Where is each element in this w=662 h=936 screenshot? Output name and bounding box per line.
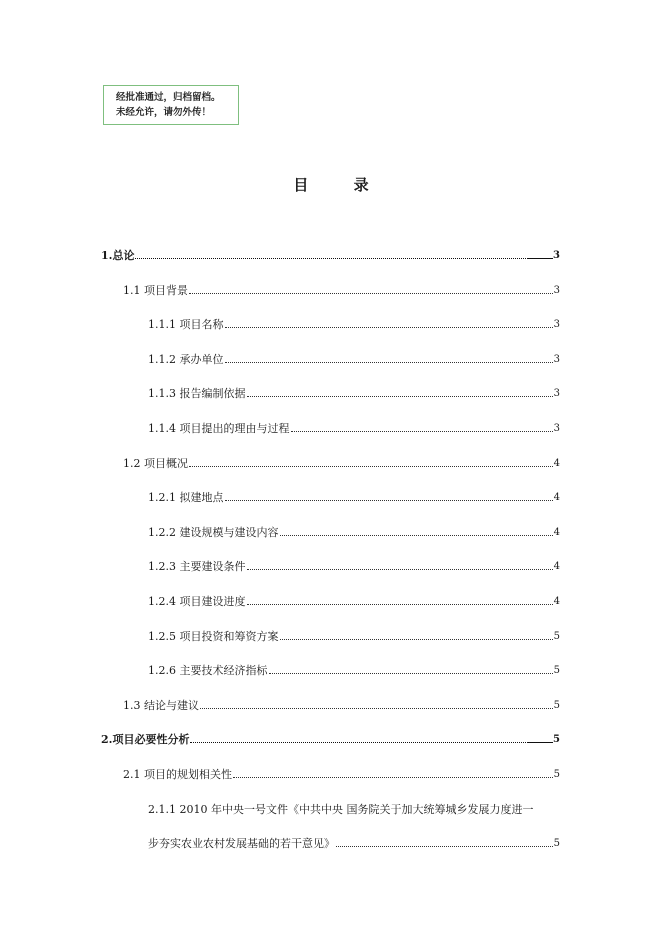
toc-entry[interactable] bbox=[148, 419, 560, 435]
toc-entry-page: 3 bbox=[553, 250, 560, 261]
toc-entry-label: 1.1 项目背景 bbox=[123, 283, 188, 297]
toc-entry-label: 1.1.3 报告编制依据 bbox=[148, 387, 246, 401]
toc-entry-label: 1.2.2 建设规模与建设内容 bbox=[148, 525, 279, 539]
toc-entry[interactable] bbox=[123, 696, 560, 712]
toc-entry-page: 4 bbox=[553, 526, 560, 538]
toc-entry-page: 5 bbox=[553, 734, 560, 746]
toc-leader-dots bbox=[189, 465, 553, 467]
toc-entry-label: 1.1.4 项目提出的理由与过程 bbox=[148, 422, 290, 435]
toc-entry[interactable] bbox=[148, 384, 560, 400]
toc-leader-dots bbox=[247, 603, 553, 605]
toc-entry-page: 4 bbox=[553, 596, 560, 607]
toc-entry-label: 1.2.4 项目建设进度 bbox=[148, 595, 246, 608]
toc-entry-page: 5 bbox=[553, 699, 560, 711]
toc-entry-label: 1.总论 bbox=[101, 249, 135, 262]
toc-entry-page: 5 bbox=[553, 630, 560, 642]
toc-leader-dots bbox=[233, 776, 553, 778]
toc-leader-dots bbox=[225, 326, 553, 328]
toc-leader-dots bbox=[269, 672, 553, 674]
toc-entry-label: 1.2.3 主要建设条件 bbox=[148, 560, 246, 574]
toc-entry-page: 3 bbox=[553, 353, 560, 365]
toc-entry[interactable] bbox=[148, 592, 560, 608]
toc-leader-dots bbox=[200, 707, 553, 709]
toc-entry-2-1-1-line2[interactable] bbox=[148, 834, 560, 850]
toc-entry-label: 2.1 项目的规划相关性 bbox=[123, 768, 232, 781]
toc-title: 目 录 bbox=[293, 176, 389, 194]
toc-entry[interactable] bbox=[101, 246, 560, 262]
toc-leader-dots bbox=[190, 741, 526, 743]
toc-entry-label: 2.项目必要性分析 bbox=[101, 733, 190, 747]
toc-entry[interactable] bbox=[148, 315, 560, 331]
toc-entry[interactable] bbox=[148, 557, 560, 573]
toc-chapter-rule bbox=[527, 742, 553, 743]
toc-leader-dots bbox=[247, 395, 553, 397]
toc-entry-label: 1.2.1 拟建地点 bbox=[148, 491, 224, 505]
toc-entry-page: 3 bbox=[553, 423, 560, 434]
toc-entry[interactable] bbox=[148, 627, 560, 643]
toc-entry-page: 5 bbox=[553, 838, 560, 849]
toc-entry-label: 1.2.5 项目投资和筹资方案 bbox=[148, 629, 279, 643]
toc-entry-page: 3 bbox=[553, 284, 560, 296]
stamp-line-2: 未经允许，请勿外传！ bbox=[116, 107, 212, 118]
toc-entry-label: 1.2 项目概况 bbox=[123, 456, 188, 470]
toc-entry-page: 5 bbox=[553, 769, 560, 780]
toc-leader-dots bbox=[189, 292, 553, 294]
toc-entry-label: 1.1.1 项目名称 bbox=[148, 318, 224, 332]
toc-entry-page: 5 bbox=[553, 665, 560, 677]
toc-entry[interactable] bbox=[148, 350, 560, 366]
toc-entry-2-1-1-line1[interactable]: 2.1.1 2010 年中央一号文件《中共中央 国务院关于加大统筹城乡发展力度进一 bbox=[148, 803, 534, 816]
toc-entry-page: 3 bbox=[553, 388, 560, 400]
toc-leader-dots bbox=[280, 534, 553, 536]
toc-entry-page: 4 bbox=[553, 457, 560, 469]
confidential-stamp bbox=[103, 85, 239, 125]
toc-entry-page: 4 bbox=[553, 561, 560, 573]
toc-entry-page: 4 bbox=[553, 492, 560, 504]
toc-entry[interactable] bbox=[148, 523, 560, 539]
toc-leader-dots bbox=[135, 257, 526, 259]
toc-entry[interactable] bbox=[123, 281, 560, 297]
toc-entry-label: 步夯实农业农村发展基础的若干意见》 bbox=[148, 837, 335, 850]
toc-leader-dots bbox=[225, 361, 553, 363]
toc-entry[interactable] bbox=[123, 454, 560, 470]
stamp-line-1: 经批准通过，归档留档。 bbox=[116, 92, 221, 103]
toc-entry-label: 1.2.6 主要技术经济指标 bbox=[148, 664, 268, 678]
toc-leader-dots bbox=[336, 845, 553, 847]
toc-leader-dots bbox=[225, 499, 553, 501]
toc-entry[interactable] bbox=[148, 488, 560, 504]
toc-entry[interactable] bbox=[123, 765, 560, 781]
toc-entry-label: 1.1.2 承办单位 bbox=[148, 352, 224, 366]
toc-entry-page: 3 bbox=[553, 319, 560, 331]
toc-leader-dots bbox=[280, 638, 553, 640]
toc-entry-label: 1.3 结论与建议 bbox=[123, 698, 199, 712]
toc-leader-dots bbox=[291, 430, 553, 432]
toc-entry[interactable] bbox=[101, 730, 560, 746]
toc-leader-dots bbox=[247, 568, 553, 570]
toc-chapter-rule bbox=[527, 258, 553, 259]
toc-entry[interactable] bbox=[148, 661, 560, 677]
